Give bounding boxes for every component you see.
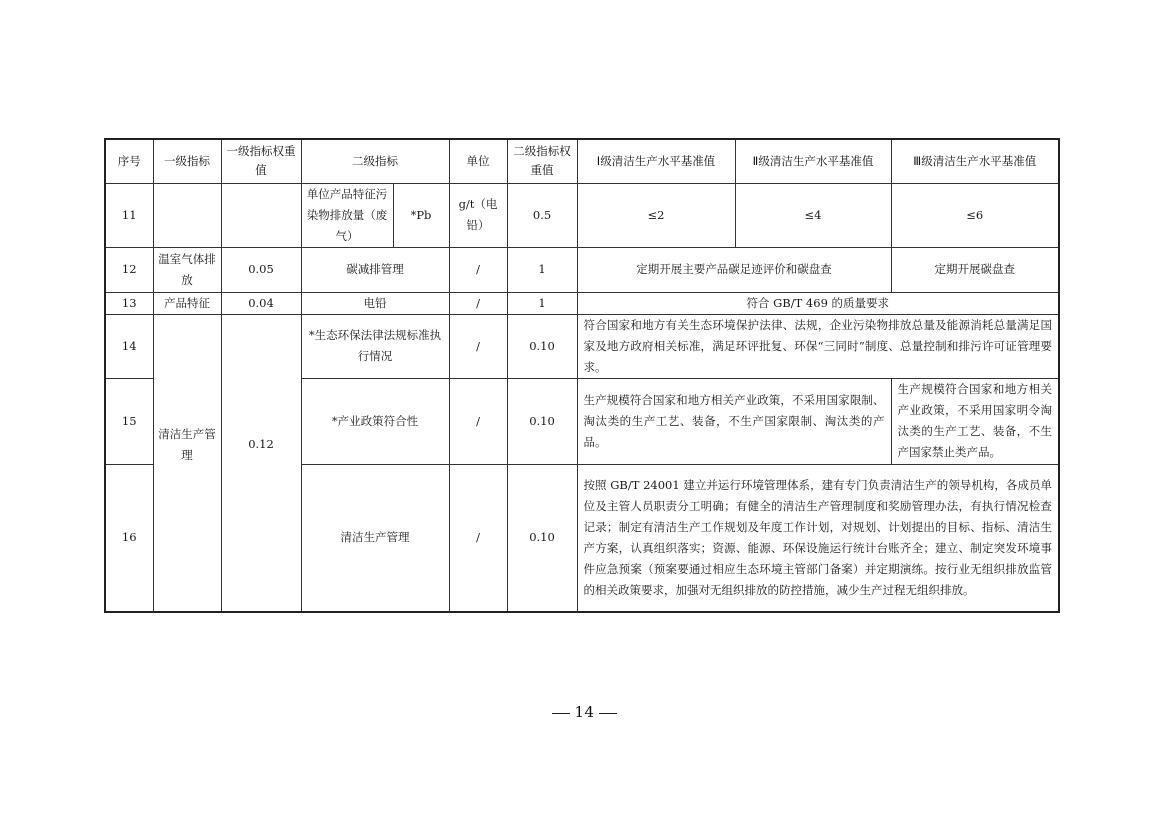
cell-grade1-2: 定期开展主要产品碳足迹评价和碳盘查	[577, 247, 891, 292]
cell-unit: /	[449, 464, 507, 612]
cell-grade-all: 符合国家和地方有关生态环境保护法律、法规，企业污染物排放总量及能源消耗总量满足国家及地方政府相关标准，满足环评批复、环保“三同时”制度、总量控制和排污许可证管理要求。	[577, 314, 1059, 378]
cell-level2-weight: 1	[507, 292, 577, 314]
header-level1-weight: 一级指标权重值	[221, 139, 301, 183]
header-seq: 序号	[105, 139, 153, 183]
cell-grade-all: 符合 GB/T 469 的质量要求	[577, 292, 1059, 314]
cell-level2-weight: 0.10	[507, 314, 577, 378]
page-number: 14	[574, 703, 595, 721]
cell-grade2: ≤4	[735, 183, 891, 247]
cell-level1: 产品特征	[153, 292, 221, 314]
header-unit: 单位	[449, 139, 507, 183]
cell-unit: g/t（电铅）	[449, 183, 507, 247]
cell-unit: /	[449, 314, 507, 378]
cell-level2-weight: 0.5	[507, 183, 577, 247]
cell-grade1: ≤2	[577, 183, 735, 247]
table-header-row	[105, 139, 1059, 183]
cell-level2-weight: 0.10	[507, 464, 577, 612]
cell-level1: 清洁生产管理	[158, 426, 216, 462]
cell-unit: /	[449, 378, 507, 464]
cell-seq: 16	[105, 464, 153, 612]
cell-level2: 清洁生产管理	[301, 464, 449, 612]
page-footer	[0, 703, 1169, 721]
header-grade2: Ⅱ级清洁生产水平基准值	[735, 139, 891, 183]
cell-seq: 12	[105, 247, 153, 292]
cell-level2: *产业政策符合性	[301, 378, 449, 464]
cell-grade1-2: 生产规模符合国家和地方相关产业政策，不采用国家限制、淘汰类的生产工艺、装备，不生产国家限制、淘汰类的产品。	[577, 378, 891, 464]
header-level2-weight: 二级指标权重值	[507, 139, 577, 183]
cell-level1: 温室气体排放	[153, 247, 221, 292]
cell-grade3: ≤6	[891, 183, 1059, 247]
cell-unit: /	[449, 292, 507, 314]
cell-level1-weight: 0.05	[221, 247, 301, 292]
cell-level2: 电铅	[301, 292, 449, 314]
table-row	[105, 314, 1059, 378]
header-level1: 一级指标	[153, 139, 221, 183]
cell-seq: 13	[105, 292, 153, 314]
cell-level2-sub: *Pb	[393, 183, 449, 247]
cell-grade3: 生产规模符合国家和地方相关产业政策，不采用国家明令淘汰类的生产工艺、装备，不生产国家禁止类产品。	[891, 378, 1059, 464]
table-row	[105, 247, 1059, 292]
header-grade1: Ⅰ级清洁生产水平基准值	[577, 139, 735, 183]
cell-seq: 14	[105, 314, 153, 378]
cell-level2-weight: 0.10	[507, 378, 577, 464]
cell-level1	[153, 183, 221, 247]
footer-dash-right	[599, 713, 617, 714]
header-grade3: Ⅲ级清洁生产水平基准值	[891, 139, 1059, 183]
cell-level1-weight	[221, 183, 301, 247]
table-row	[105, 183, 1059, 247]
cell-grade3: 定期开展碳盘查	[891, 247, 1059, 292]
cell-level1-weight: 0.04	[221, 292, 301, 314]
cell-level2: 碳减排管理	[301, 247, 449, 292]
cell-level2: 单位产品特征污染物排放量（废气）	[301, 183, 393, 247]
clean-production-indicator-table	[104, 138, 1060, 613]
cell-level1-weight: 0.12	[248, 437, 274, 452]
cell-level2-weight: 1	[507, 247, 577, 292]
cell-unit: /	[449, 247, 507, 292]
cell-level1-merged	[153, 314, 221, 612]
table-row	[105, 292, 1059, 314]
header-level2: 二级指标	[301, 139, 449, 183]
cell-level1-weight-merged	[221, 314, 301, 612]
cell-grade-all: 按照 GB/T 24001 建立并运行环境管理体系，建有专门负责清洁生产的领导机构，各成员单位及主管人员职责分工明确；有健全的清洁生产管理制度和奖励管理办法，有执行情况检查记录；制定有清洁生产工作规划及年度工作计划，对规划、计划提出的目标、指标、清洁生产方案，认真组织落实；资源、能源、环保设施运行统计台账齐全；建立、制定突发环境事件应急预案（预案要通过相应生态环境主管部门备案）并定期演练。按行业无组织排放监管的相关政策要求，加强对无组织排放的防控措施，减少生产过程无组织排放。	[577, 464, 1059, 612]
cell-seq: 15	[105, 378, 153, 464]
cell-seq: 11	[105, 183, 153, 247]
footer-dash-left	[552, 713, 570, 714]
cell-level2: *生态环保法律法规标准执行情况	[301, 314, 449, 378]
